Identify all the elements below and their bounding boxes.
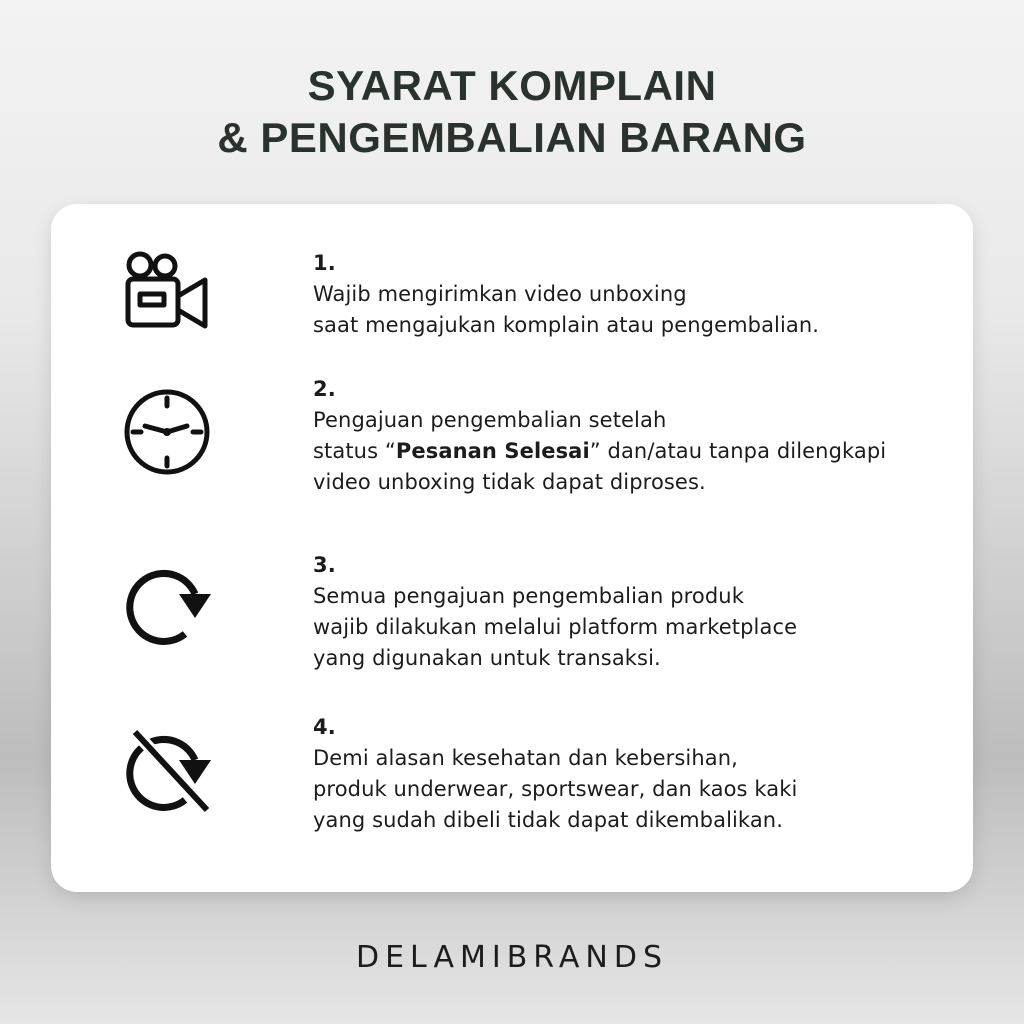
brand-logo: DELAMIBRANDS [355,940,669,975]
return-arrow-icon [121,560,217,656]
video-camera-icon [121,244,217,340]
item-text-line: yang sudah dibeli tidak dapat dikembalikan. [313,808,783,832]
requirements-card [51,204,973,892]
item-text-suffix: ” dan/atau tanpa dilengkapi [589,439,887,463]
item-text-line: video unboxing tidak dapat diproses. [313,470,706,494]
item-text-line: Pengajuan pengembalian setelah [313,408,667,432]
no-return-icon [121,726,217,822]
item-text-line: Semua pengajuan pengembalian produk [313,584,744,608]
item-text-prefix: status “ [313,439,396,463]
page-title [0,60,1024,164]
item-text-line: yang digunakan untuk transaksi. [313,646,661,670]
item-text-line [313,436,953,467]
requirement-item-3 [313,550,953,674]
clock-icon [121,386,217,482]
item-number: 3. [313,553,336,577]
requirement-item-4 [313,712,953,836]
item-text-line: wajib dilakukan melalui platform marketplace [313,615,798,639]
item-number: 4. [313,715,336,739]
order-status-text: Pesanan Selesai [395,439,590,463]
item-number: 1. [313,251,336,275]
requirement-item-1 [313,248,953,341]
item-text-line: produk underwear, sportswear, dan kaos kaki [313,777,798,801]
item-number: 2. [313,377,336,401]
page-title-line-1: SYARAT KOMPLAIN [307,62,717,109]
requirement-item-2 [313,374,953,498]
item-text-line: Demi alasan kesehatan dan kebersihan, [313,746,738,770]
item-text-line: Wajib mengirimkan video unboxing [313,282,687,306]
page-title-line-2: & PENGEMBALIAN BARANG [217,114,807,161]
item-text-line: saat mengajukan komplain atau pengembalian. [313,313,820,337]
